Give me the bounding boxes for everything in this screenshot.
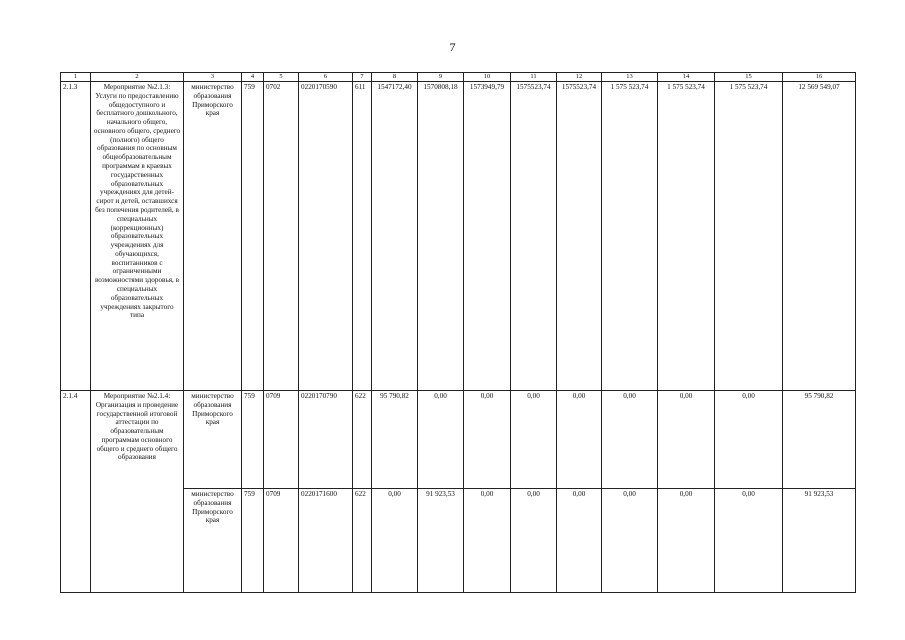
- header-cell: 2: [91, 73, 184, 82]
- code-section: 0702: [264, 82, 299, 391]
- code-ministry: 759: [242, 391, 264, 489]
- value-cell: 0,00: [557, 391, 602, 489]
- header-cell: 5: [264, 73, 299, 82]
- header-cell: 11: [511, 73, 557, 82]
- header-cell: 15: [715, 73, 783, 82]
- page-number: 7: [449, 40, 456, 54]
- value-cell: 1575523,74: [557, 82, 602, 391]
- header-cell: 10: [464, 73, 511, 82]
- value-cell: 1 575 523,74: [658, 82, 715, 391]
- code-section: 0709: [264, 391, 299, 489]
- value-cell: 95 790,82: [372, 391, 418, 489]
- responsible-org: министерство образования Приморского края: [184, 391, 242, 489]
- value-cell: 1575523,74: [511, 82, 557, 391]
- header-cell: 9: [418, 73, 464, 82]
- value-cell: 0,00: [557, 489, 602, 593]
- code-ministry: 759: [242, 489, 264, 593]
- value-cell: 1547172,40: [372, 82, 418, 391]
- value-cell: 0,00: [511, 391, 557, 489]
- code-target: 0220170590: [299, 82, 353, 391]
- header-cell: 1: [61, 73, 91, 82]
- header-cell: 16: [783, 73, 856, 82]
- code-expense-type: 611: [353, 82, 372, 391]
- total-cell: 12 569 549,07: [783, 82, 856, 391]
- code-ministry: 759: [242, 82, 264, 391]
- value-cell: 0,00: [464, 489, 511, 593]
- value-cell: 0,00: [658, 489, 715, 593]
- value-cell: 0,00: [715, 489, 783, 593]
- measure-name: Мероприятие №2.1.4: Организация и проведение государственной итоговой аттестации по образовательным программам основного общего и среднего общего образования: [91, 391, 184, 593]
- value-cell: 1 575 523,74: [602, 82, 658, 391]
- value-cell: 0,00: [602, 489, 658, 593]
- header-row: [61, 73, 856, 82]
- total-cell: 91 923,53: [783, 489, 856, 593]
- header-cell: 3: [184, 73, 242, 82]
- budget-table: [60, 72, 856, 593]
- code-section: 0709: [264, 489, 299, 593]
- responsible-org: министерство образования Приморского края: [184, 489, 242, 593]
- total-cell: 95 790,82: [783, 391, 856, 489]
- value-cell: 0,00: [715, 391, 783, 489]
- code-target: 0220171600: [299, 489, 353, 593]
- value-cell: 0,00: [511, 489, 557, 593]
- header-cell: 8: [372, 73, 418, 82]
- code-expense-type: 622: [353, 391, 372, 489]
- value-cell: 0,00: [418, 391, 464, 489]
- value-cell: 91 923,53: [418, 489, 464, 593]
- header-cell: 6: [299, 73, 353, 82]
- value-cell: 1570808,18: [418, 82, 464, 391]
- value-cell: 0,00: [372, 489, 418, 593]
- header-cell: 4: [242, 73, 264, 82]
- table-row: [61, 391, 856, 489]
- header-cell: 12: [557, 73, 602, 82]
- row-number: 2.1.4: [61, 391, 91, 593]
- header-cell: 14: [658, 73, 715, 82]
- code-expense-type: 622: [353, 489, 372, 593]
- row-number: 2.1.3: [61, 82, 91, 391]
- value-cell: 1573949,79: [464, 82, 511, 391]
- responsible-org: министерство образования Приморского края: [184, 82, 242, 391]
- value-cell: 0,00: [464, 391, 511, 489]
- measure-name: Мероприятие №2.1.3: Услуги по предоставлению общедоступного и бесплатного дошкольного, начального общего, основного общего, среднего (полного) общего образования по основным общеобразовательным программам в краевых государственных образовательных учреждениях для детей-сирот и детей, оставшихся без попечения родителей, в специальных (коррекционных) образовательных учреждениях для обучающихся, воспитанников с ограниченными возможностями здоровья, в специальных образовательных учреждениях закрытого типа: [91, 82, 184, 391]
- code-target: 0220170790: [299, 391, 353, 489]
- header-cell: 13: [602, 73, 658, 82]
- value-cell: 0,00: [658, 391, 715, 489]
- value-cell: 0,00: [602, 391, 658, 489]
- table-row: [61, 82, 856, 391]
- value-cell: 1 575 523,74: [715, 82, 783, 391]
- header-cell: 7: [353, 73, 372, 82]
